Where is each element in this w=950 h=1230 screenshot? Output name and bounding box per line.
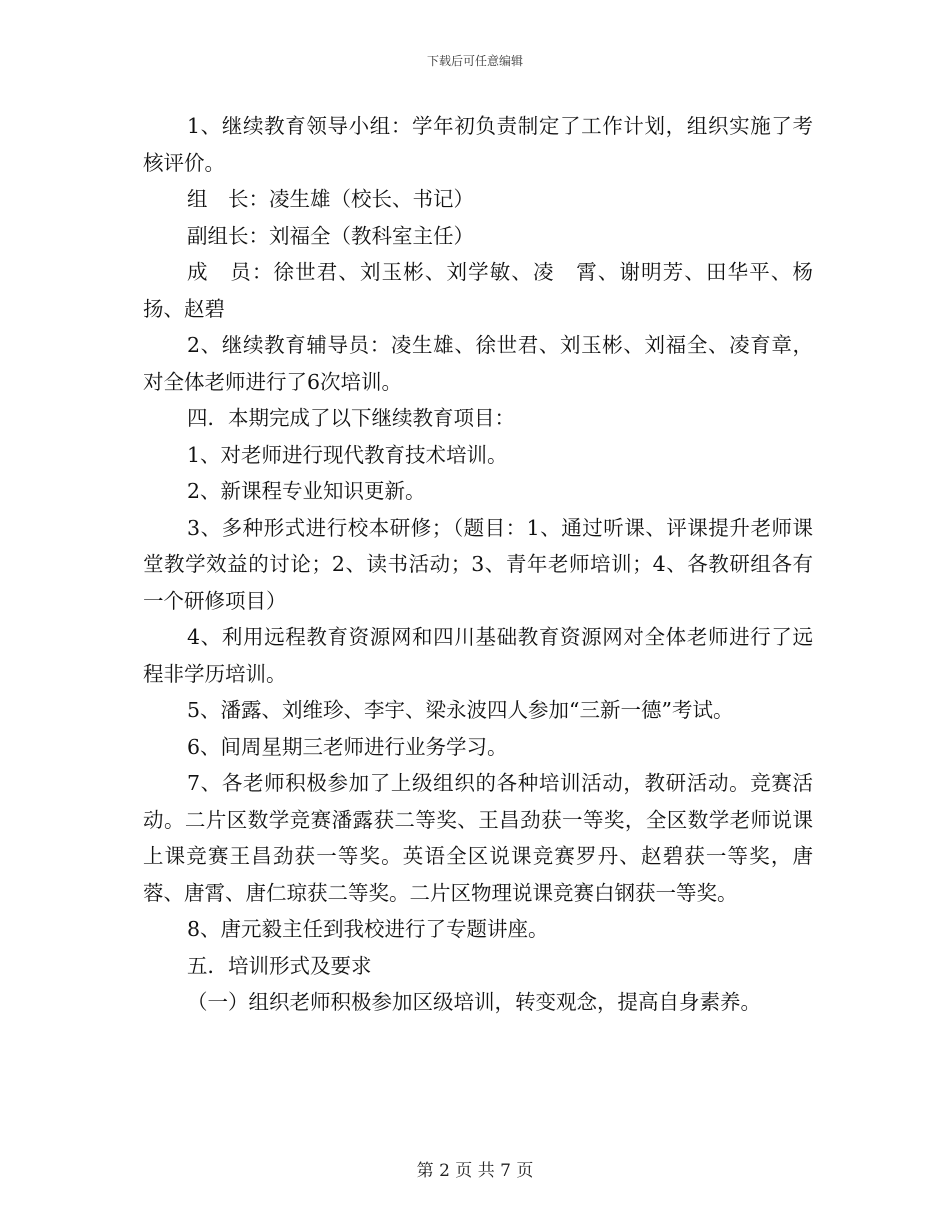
- paragraph: 四．本期完成了以下继续教育项目：: [187, 406, 515, 430]
- paragraph: 3、多种形式进行校本研修；（题目：1、通过听课、评课提升老师课堂教学效益的讨论；2、读书活动；3、青年老师培训；4、各教研组各有一个研修项目）: [143, 515, 813, 613]
- paragraph: 5、潘露、刘维珍、李宇、梁永波四人参加“三新一德”考试。: [187, 698, 734, 722]
- paragraph: 2、新课程专业知识更新。: [187, 479, 426, 503]
- paragraph: 6、间周星期三老师进行业务学习。: [187, 734, 508, 759]
- paragraph: 副组长：刘福全（教科室主任）: [187, 223, 474, 248]
- paragraph: 五．培训形式及要求: [187, 953, 372, 978]
- document-body: [143, 108, 813, 1021]
- page-footer: 第 2 页 共 7 页: [416, 1161, 534, 1181]
- paragraph: 1、对老师进行现代教育技术培训。: [187, 442, 508, 467]
- paragraph: 成 员：徐世君、刘玉彬、刘学敏、凌 霄、谢明芳、田华平、杨扬、赵碧: [143, 260, 813, 321]
- paragraph: 1、继续教育领导小组：学年初负责制定了工作计划，组织实施了考核评价。: [143, 114, 813, 175]
- paragraph: 4、利用远程教育资源网和四川基础教育资源网对全体老师进行了远程非学历培训。: [143, 625, 813, 686]
- paragraph: 组 长：凌生雄（校长、书记）: [187, 187, 474, 211]
- paragraph: 2、继续教育辅导员：凌生雄、徐世君、刘玉彬、刘福全、凌育章，对全体老师进行了6次培训。: [143, 333, 813, 394]
- paragraph: 8、唐元毅主任到我校进行了专题讲座。: [187, 917, 549, 941]
- paragraph: 7、各老师积极参加了上级组织的各种培训活动，教研活动。竞赛活动。二片区数学竞赛潘露获二等奖、王昌劲获一等奖，全区数学老师说课上课竞赛王昌劲获一等奖。英语全区说课竞赛罗丹、赵碧获一等奖，唐蓉、唐霄、唐仁琼获二等奖。二片区物理说课竞赛白钢获一等奖。: [143, 771, 813, 905]
- page-header: 下载后可任意编辑: [426, 54, 523, 68]
- paragraph: （一）组织老师积极参加区级培训，转变观念，提高自身素养。: [187, 990, 761, 1014]
